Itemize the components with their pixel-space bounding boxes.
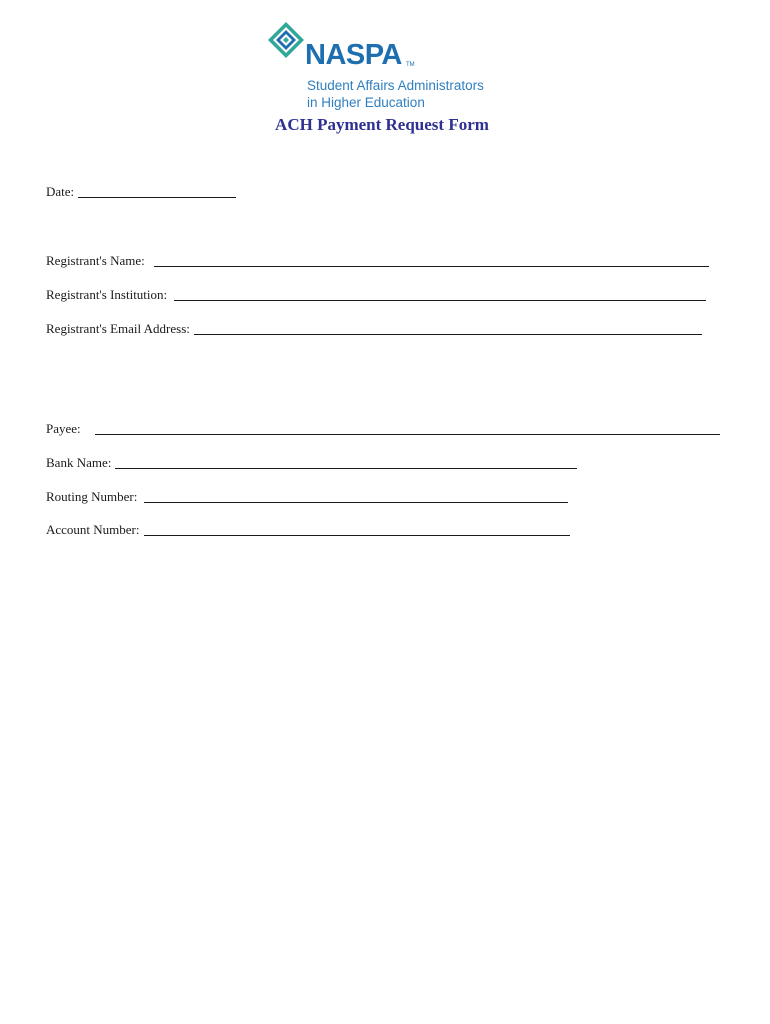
- routing-number-label: Routing Number:: [46, 489, 138, 504]
- logo-tagline-line1: Student Affairs Administrators: [307, 78, 484, 93]
- form-title: ACH Payment Request Form: [275, 115, 489, 134]
- registrant-name-label: Registrant's Name:: [46, 253, 145, 268]
- account-number-label: Account Number:: [46, 522, 140, 537]
- routing-number-input-line[interactable]: [144, 488, 568, 503]
- bank-name-input-line[interactable]: [115, 454, 577, 469]
- date-field: [46, 183, 236, 199]
- logo-tagline-line2: in Higher Education: [307, 95, 425, 110]
- registrant-email-field: [46, 320, 702, 336]
- account-number-input-line[interactable]: [144, 521, 570, 536]
- account-number-field: [46, 521, 570, 537]
- payee-label: Payee:: [46, 421, 81, 436]
- registrant-name-field: [46, 252, 709, 268]
- naspa-diamond-icon: [266, 20, 306, 60]
- payee-input-line[interactable]: [95, 420, 720, 435]
- logo-tagline: [307, 77, 484, 111]
- registrant-email-input-line[interactable]: [194, 320, 702, 335]
- bank-name-label: Bank Name:: [46, 455, 112, 470]
- bank-name-field: [46, 454, 577, 470]
- registrant-institution-label: Registrant's Institution:: [46, 287, 168, 302]
- registrant-institution-field: [46, 286, 706, 302]
- registrant-name-input-line[interactable]: [154, 252, 709, 267]
- registrant-institution-input-line[interactable]: [174, 286, 706, 301]
- logo-trademark: TM: [406, 62, 415, 68]
- naspa-logo: [266, 20, 496, 110]
- payee-field: [46, 420, 720, 436]
- logo-name: NASPA: [305, 39, 402, 71]
- date-input-line[interactable]: [78, 183, 236, 198]
- date-label: Date:: [46, 184, 75, 199]
- routing-number-field: [46, 488, 568, 504]
- registrant-email-label: Registrant's Email Address:: [46, 321, 190, 336]
